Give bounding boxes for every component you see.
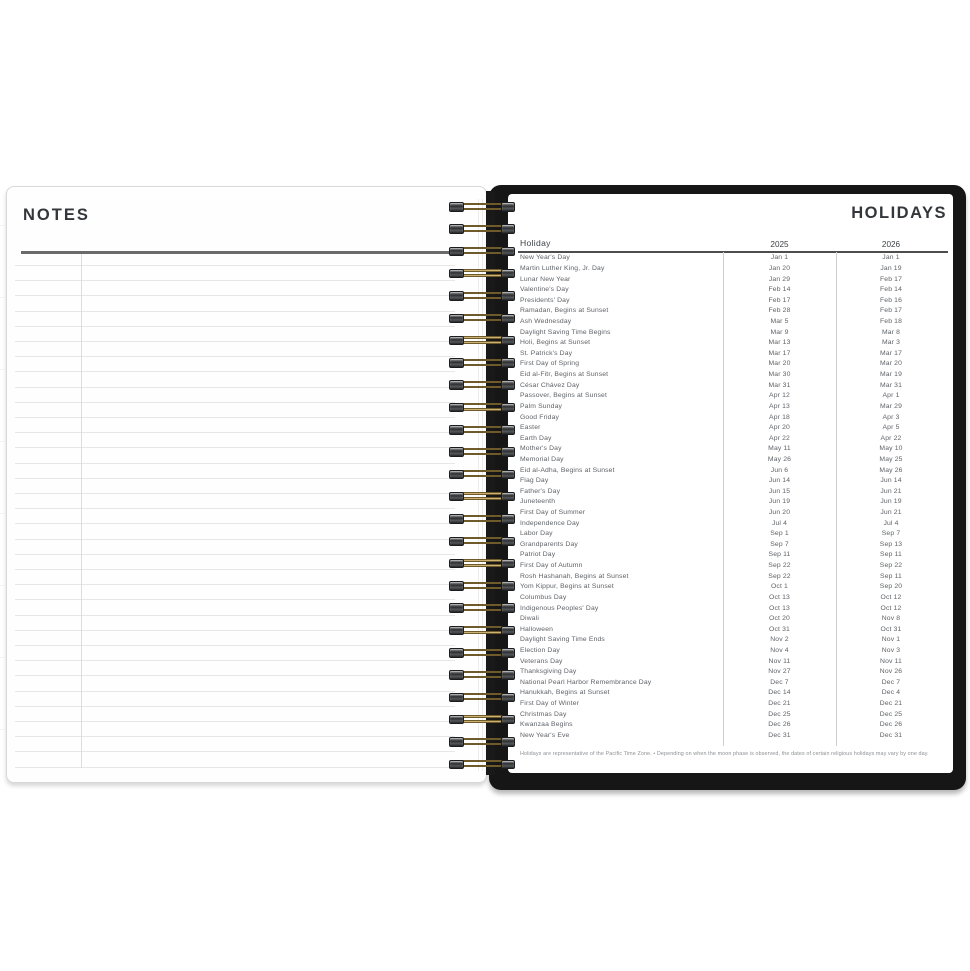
date-2025: Nov 4: [770, 646, 789, 654]
date-2026: Jun 19: [880, 498, 902, 506]
table-row: [518, 698, 948, 709]
holiday-name: Daylight Saving Time Ends: [520, 636, 605, 644]
table-row: [518, 380, 948, 391]
holiday-name: New Year's Eve: [520, 731, 570, 739]
date-2026: Sep 7: [881, 530, 901, 538]
date-2025: Jan 1: [770, 254, 789, 262]
binding-coil: [449, 247, 515, 257]
binding-coil: [449, 693, 515, 703]
table-row: [518, 592, 948, 603]
holiday-name: Yom Kippur, Begins at Sunset: [520, 583, 614, 591]
table-row: [518, 327, 948, 338]
date-2025: Jun 15: [768, 487, 791, 495]
date-2025: Oct 20: [769, 615, 790, 623]
coil-end-right: [501, 670, 516, 680]
date-2026: Sep 22: [879, 562, 903, 570]
date-2026: Apr 22: [880, 434, 902, 442]
binding-coil: [449, 425, 515, 435]
coil-end-left: [449, 358, 464, 368]
coil-end-left: [449, 737, 464, 747]
holiday-name: Memorial Day: [520, 455, 564, 463]
coil-end-left: [449, 514, 464, 524]
holiday-name: Halloween: [520, 625, 554, 633]
date-2026: Dec 4: [881, 689, 901, 697]
notes-page: [6, 186, 487, 783]
table-row: [518, 497, 948, 508]
date-2026: Feb 16: [879, 296, 903, 304]
binding-coil: [449, 447, 515, 457]
table-row: [518, 518, 948, 529]
table-row: [518, 719, 948, 730]
table-row: [518, 369, 948, 380]
date-2025: Apr 12: [769, 392, 790, 400]
coil-end-left: [449, 626, 464, 636]
date-2025: Feb 14: [768, 286, 791, 294]
date-2025: Mar 30: [768, 371, 791, 379]
coil-end-left: [449, 224, 464, 234]
coil-end-left: [449, 425, 464, 435]
holiday-name: Valentine's Day: [520, 286, 569, 294]
coil-end-right: [501, 425, 516, 435]
date-2026: Jan 19: [880, 265, 902, 272]
holiday-name: Palm Sunday: [520, 402, 563, 410]
date-2026: Apr 1: [882, 392, 900, 400]
binding-coil: [449, 581, 515, 591]
notes-page-title: NOTES: [23, 206, 90, 224]
holiday-name: Martin Luther King, Jr. Day: [520, 265, 605, 272]
holiday-name: Holi, Begins at Sunset: [520, 339, 591, 347]
coil-end-right: [501, 537, 516, 547]
table-row: [518, 284, 948, 295]
table-row: [518, 709, 948, 720]
coil-end-left: [449, 603, 464, 613]
coil-end-left: [449, 314, 464, 324]
coil-end-right: [501, 603, 516, 613]
date-2026: Jul 4: [883, 519, 899, 527]
date-2026: Oct 31: [880, 625, 902, 633]
coil-end-right: [501, 626, 516, 636]
coil-end-right: [501, 514, 516, 524]
date-2026: Apr 3: [882, 413, 900, 421]
holidays-page-title: HOLIDAYS: [851, 204, 947, 222]
table-row: [518, 645, 948, 656]
date-2025: Dec 7: [770, 678, 789, 686]
date-2026: Mar 8: [881, 328, 901, 336]
coil-end-right: [501, 202, 516, 212]
coil-end-left: [449, 380, 464, 390]
holiday-name: Veterans Day: [520, 657, 563, 665]
holiday-name: National Pearl Harbor Remembrance Day: [520, 678, 652, 686]
date-2025: Sep 11: [768, 551, 791, 559]
date-2026: Feb 17: [879, 307, 903, 315]
holiday-name: Thanksgiving Day: [520, 668, 577, 676]
table-row: [518, 422, 948, 433]
coil-end-right: [501, 336, 516, 346]
date-2026: Oct 12: [880, 593, 902, 601]
coil-end-right: [501, 403, 516, 413]
date-2025: Jan 20: [768, 265, 791, 272]
binding-coil: [449, 626, 515, 636]
binding-coil: [449, 715, 515, 725]
date-2026: Feb 14: [879, 286, 903, 294]
coil-end-left: [449, 715, 464, 725]
holiday-name: St. Patrick's Day: [520, 349, 573, 357]
table-row: [518, 666, 948, 677]
date-2026: Sep 20: [879, 583, 903, 591]
date-2026: Mar 3: [881, 339, 901, 347]
holiday-name: Eid al-Fitr, Begins at Sunset: [520, 371, 609, 379]
binding-coil: [449, 603, 515, 613]
holiday-name: First Day of Winter: [520, 699, 580, 707]
coil-end-left: [449, 470, 464, 480]
date-2025: Jun 19: [768, 498, 791, 506]
column-header-2025: 2025: [770, 240, 789, 249]
table-row: [518, 433, 948, 444]
table-row: [518, 412, 948, 423]
holidays-table: [518, 253, 948, 741]
date-2025: Sep 22: [768, 572, 791, 580]
holiday-name: Earth Day: [520, 434, 552, 442]
date-2026: Jun 21: [880, 487, 902, 495]
coil-end-left: [449, 336, 464, 346]
binding-coil: [449, 224, 515, 234]
date-2026: May 26: [879, 466, 903, 474]
binding-coil: [449, 380, 515, 390]
binding-coil: [449, 314, 515, 324]
coil-end-left: [449, 403, 464, 413]
holiday-name: Presidents' Day: [520, 296, 570, 304]
table-row: [518, 581, 948, 592]
table-row: [518, 486, 948, 497]
holiday-name: Father's Day: [520, 487, 561, 495]
table-row: [518, 444, 948, 455]
date-2025: Dec 31: [768, 731, 791, 739]
binding-coil: [449, 470, 515, 480]
holiday-name: Christmas Day: [520, 710, 567, 718]
table-row: [518, 730, 948, 741]
coil-end-right: [501, 715, 516, 725]
date-2025: Dec 25: [768, 710, 791, 718]
binding-coil: [449, 559, 515, 569]
coil-end-right: [501, 358, 516, 368]
table-row: [518, 253, 948, 264]
table-row: [518, 348, 948, 359]
page-edge-line: [482, 199, 483, 771]
holiday-name: Mother's Day: [520, 445, 562, 453]
table-row: [518, 603, 948, 614]
date-2025: Jul 4: [771, 519, 788, 527]
date-2026: Dec 25: [879, 710, 903, 718]
holiday-name: Passover, Begins at Sunset: [520, 392, 608, 400]
holiday-name: Columbus Day: [520, 593, 567, 601]
date-2025: Apr 18: [769, 413, 790, 421]
date-2025: Oct 13: [769, 593, 790, 601]
date-2026: Oct 12: [880, 604, 902, 612]
coil-end-right: [501, 737, 516, 747]
table-row: [518, 624, 948, 635]
holiday-name: First Day of Autumn: [520, 562, 583, 570]
date-2025: Dec 14: [768, 689, 791, 697]
holidays-page: [508, 194, 953, 773]
coil-end-right: [501, 224, 516, 234]
notes-header-rule: [21, 251, 454, 254]
table-row: [518, 688, 948, 699]
date-2026: Dec 7: [881, 678, 901, 686]
holiday-name: Eid al-Adha, Begins at Sunset: [520, 466, 615, 474]
date-2026: Mar 20: [879, 360, 903, 368]
binding-coil: [449, 670, 515, 680]
date-2025: Mar 5: [770, 318, 789, 326]
coil-end-right: [501, 760, 516, 770]
date-2025: Dec 21: [768, 699, 791, 707]
date-2025: Mar 20: [768, 360, 791, 368]
date-2025: Apr 20: [769, 424, 790, 432]
date-2026: Nov 11: [880, 657, 902, 665]
binding-coil: [449, 336, 515, 346]
binding-coil: [449, 403, 515, 413]
table-row: [518, 539, 948, 550]
date-2026: Feb 18: [879, 318, 903, 326]
binding-coil: [449, 514, 515, 524]
coil-end-right: [501, 470, 516, 480]
date-2025: Nov 2: [770, 636, 789, 644]
table-row: [518, 635, 948, 646]
coil-end-left: [449, 581, 464, 591]
column-header-holiday: Holiday: [520, 238, 551, 248]
holiday-name: First Day of Spring: [520, 360, 580, 368]
coil-end-right: [501, 648, 516, 658]
date-2026: Nov 1: [881, 636, 901, 644]
coil-end-right: [501, 693, 516, 703]
date-2026: Jun 21: [880, 509, 902, 517]
page-edge-line: [478, 199, 479, 771]
table-row: [518, 391, 948, 402]
coil-end-left: [449, 648, 464, 658]
date-2025: Feb 17: [768, 296, 791, 304]
table-row: [518, 560, 948, 571]
coil-end-right: [501, 559, 516, 569]
date-2026: Sep 11: [880, 572, 902, 580]
table-row: [518, 316, 948, 327]
coil-end-left: [449, 492, 464, 502]
date-2025: Oct 31: [769, 625, 790, 633]
date-2025: Sep 7: [770, 540, 789, 548]
holiday-name: Daylight Saving Time Begins: [520, 328, 611, 336]
table-row: [518, 401, 948, 412]
table-row: [518, 677, 948, 688]
date-2026: Sep 13: [879, 540, 903, 548]
table-row: [518, 337, 948, 348]
date-2025: Sep 22: [768, 562, 791, 570]
date-2025: Mar 9: [770, 328, 789, 336]
holiday-name: Hanukkah, Begins at Sunset: [520, 689, 610, 697]
date-2026: Dec 21: [879, 699, 903, 707]
date-2026: Mar 29: [879, 402, 903, 410]
table-row: [518, 571, 948, 582]
coil-end-right: [501, 380, 516, 390]
date-2025: Nov 11: [768, 657, 791, 665]
notes-margin-divider: [81, 254, 82, 768]
holiday-name: Kwanzaa Begins: [520, 721, 573, 729]
holiday-name: Rosh Hashanah, Begins at Sunset: [520, 572, 629, 580]
holiday-name: Good Friday: [520, 413, 560, 421]
coil-end-left: [449, 247, 464, 257]
table-row: [518, 295, 948, 306]
date-2025: Jun 14: [768, 477, 791, 485]
date-2026: Apr 5: [882, 424, 900, 432]
holiday-name: Indigenous Peoples' Day: [520, 604, 599, 612]
coil-end-left: [449, 291, 464, 301]
table-row: [518, 465, 948, 476]
holiday-name: Patriot Day: [520, 551, 556, 559]
table-row: [518, 306, 948, 317]
holiday-name: César Chávez Day: [520, 381, 580, 389]
holiday-name: Ash Wednesday: [520, 318, 572, 326]
holidays-footnote: Holidays are representative of the Pacific Time Zone. • Depending on when the moon phase is observed, the dates of certain religious holidays may vary by one day.: [520, 751, 929, 757]
binding-coil: [449, 291, 515, 301]
date-2026: Nov 26: [879, 668, 903, 676]
date-2026: Nov 8: [881, 615, 901, 623]
binding-coil: [449, 737, 515, 747]
date-2025: Mar 13: [768, 339, 791, 347]
holiday-name: Flag Day: [520, 477, 549, 485]
column-header-2026: 2026: [881, 240, 901, 249]
holiday-name: Labor Day: [520, 530, 553, 538]
date-2025: Jun 20: [768, 509, 791, 517]
date-2025: Apr 13: [769, 402, 790, 410]
coil-end-left: [449, 760, 464, 770]
date-2026: Sep 11: [880, 551, 902, 559]
holiday-name: Grandparents Day: [520, 540, 578, 548]
date-2025: May 26: [767, 455, 792, 463]
binding-coil: [449, 492, 515, 502]
binding-coil: [449, 202, 515, 212]
date-2026: Mar 19: [879, 371, 903, 379]
date-2025: Apr 22: [769, 434, 790, 442]
date-2026: Dec 26: [879, 721, 903, 729]
coil-end-left: [449, 670, 464, 680]
coil-end-left: [449, 202, 464, 212]
date-2026: Jun 14: [880, 477, 902, 485]
coil-end-left: [449, 537, 464, 547]
binding-coil: [449, 760, 515, 770]
table-row: [518, 263, 948, 274]
coil-end-right: [501, 269, 516, 279]
date-2026: Mar 31: [879, 381, 903, 389]
table-row: [518, 454, 948, 465]
date-2025: Mar 17: [768, 349, 791, 357]
coil-end-right: [501, 581, 516, 591]
date-2026: Nov 3: [881, 646, 901, 654]
date-2026: Jan 1: [882, 254, 900, 262]
coil-end-right: [501, 447, 516, 457]
holiday-name: Diwali: [520, 615, 540, 623]
coil-end-right: [501, 492, 516, 502]
date-2025: Sep 1: [770, 530, 789, 538]
date-2026: May 25: [879, 455, 903, 463]
date-2026: Mar 17: [879, 349, 903, 357]
date-2026: Dec 31: [879, 731, 903, 739]
coil-end-left: [449, 693, 464, 703]
holiday-name: First Day of Summer: [520, 509, 586, 517]
table-row: [518, 656, 948, 667]
date-2025: Feb 28: [768, 307, 791, 315]
date-2025: Dec 26: [768, 721, 791, 729]
binding-coil: [449, 358, 515, 368]
binding-coil: [449, 269, 515, 279]
date-2026: Feb 17: [879, 275, 903, 283]
table-row: [518, 507, 948, 518]
date-2025: Jun 6: [770, 466, 789, 474]
coil-end-right: [501, 314, 516, 324]
table-row: [518, 475, 948, 486]
coil-end-left: [449, 559, 464, 569]
date-2025: Jan 29: [768, 275, 791, 283]
date-2025: Nov 27: [768, 668, 791, 676]
coil-end-left: [449, 269, 464, 279]
holiday-name: Ramadan, Begins at Sunset: [520, 307, 609, 315]
coil-end-right: [501, 291, 516, 301]
coil-end-left: [449, 447, 464, 457]
binding-coil: [449, 537, 515, 547]
date-2025: May 11: [768, 445, 791, 453]
holiday-name: Juneteenth: [520, 498, 556, 506]
table-row: [518, 613, 948, 624]
date-2026: May 10: [879, 445, 903, 453]
table-row: [518, 528, 948, 539]
table-row: [518, 550, 948, 561]
holiday-name: Election Day: [520, 646, 560, 654]
date-2025: Oct 13: [769, 604, 790, 612]
holiday-name: Lunar New Year: [520, 275, 571, 283]
holiday-name: New Year's Day: [520, 254, 570, 262]
holiday-name: Easter: [520, 424, 541, 432]
date-2025: Mar 31: [768, 381, 791, 389]
table-row: [518, 274, 948, 285]
table-row: [518, 359, 948, 370]
binding-coil: [449, 648, 515, 658]
holiday-name: Independence Day: [520, 519, 580, 527]
coil-end-right: [501, 247, 516, 257]
date-2025: Oct 1: [771, 583, 788, 591]
